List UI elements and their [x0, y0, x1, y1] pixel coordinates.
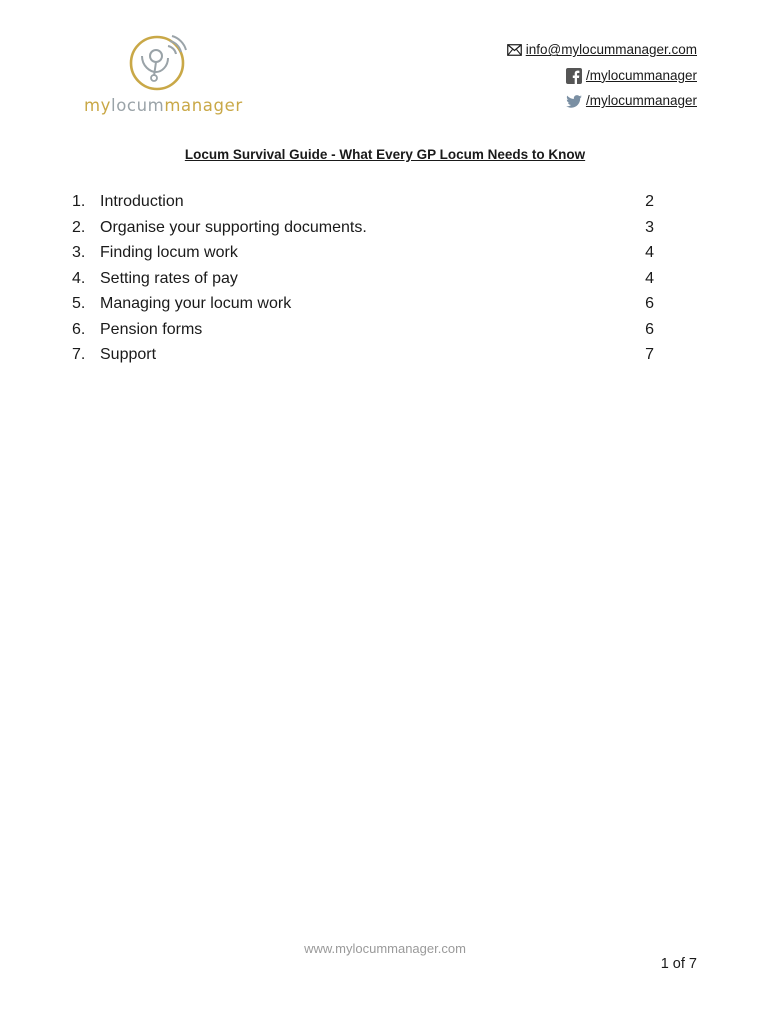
envelope-icon — [507, 44, 522, 56]
toc-item-label: Finding locum work — [100, 244, 238, 261]
page-indicator: 1 of 7 — [660, 956, 697, 972]
toc-item-page: 3 — [645, 218, 654, 236]
twitter-link[interactable]: /mylocummanager — [585, 93, 697, 109]
toc-item-number: 5. — [72, 295, 86, 312]
twitter-icon — [566, 95, 582, 108]
toc-item[interactable] — [72, 270, 654, 296]
toc-item-page: 2 — [645, 193, 654, 210]
logo-wordmark — [84, 96, 243, 115]
facebook-link[interactable]: /mylocummanager — [585, 67, 697, 83]
toc-item-number: 2. — [72, 218, 86, 236]
toc-item-number: 3. — [72, 244, 86, 261]
logo — [80, 32, 250, 122]
table-of-contents — [72, 193, 654, 372]
footer-website-url: www.mylocummanager.com — [304, 941, 466, 956]
facebook-icon — [566, 68, 582, 84]
toc-item-label: Managing your locum work — [100, 295, 292, 312]
toc-item[interactable] — [72, 321, 654, 347]
contact-facebook-row — [507, 68, 697, 84]
toc-item-page: 6 — [645, 320, 654, 338]
logo-wordmark-locum: locum — [111, 96, 165, 115]
contact-twitter-row — [507, 93, 697, 109]
toc-item[interactable] — [72, 346, 654, 372]
gp-stethoscope-logo-icon — [128, 32, 190, 94]
toc-item-page: 4 — [645, 269, 654, 287]
toc-item-page: 7 — [645, 346, 654, 363]
document-title: Locum Survival Guide - What Every GP Locum Needs to Know — [184, 147, 586, 162]
email-link[interactable]: info@mylocummanager.com — [525, 42, 697, 58]
toc-item-label: Setting rates of pay — [100, 269, 238, 287]
logo-wordmark-manager: manager — [164, 96, 243, 115]
toc-item-number: 1. — [72, 193, 86, 210]
toc-item[interactable] — [72, 295, 654, 321]
toc-item[interactable] — [72, 244, 654, 270]
contact-email-row — [507, 42, 697, 58]
toc-item-label: Organise your supporting documents. — [100, 218, 367, 236]
toc-item-number: 4. — [72, 269, 86, 287]
toc-item-page: 4 — [645, 244, 654, 261]
contact-links — [507, 42, 697, 119]
toc-item-number: 6. — [72, 320, 86, 338]
toc-item-number: 7. — [72, 346, 86, 363]
toc-item[interactable] — [72, 219, 654, 245]
logo-wordmark-my: my — [84, 96, 112, 115]
toc-item-label: Pension forms — [100, 320, 203, 338]
toc-item-label: Introduction — [100, 193, 184, 210]
toc-item-page: 6 — [645, 295, 654, 312]
toc-item[interactable] — [72, 193, 654, 219]
toc-item-label: Support — [100, 346, 157, 363]
